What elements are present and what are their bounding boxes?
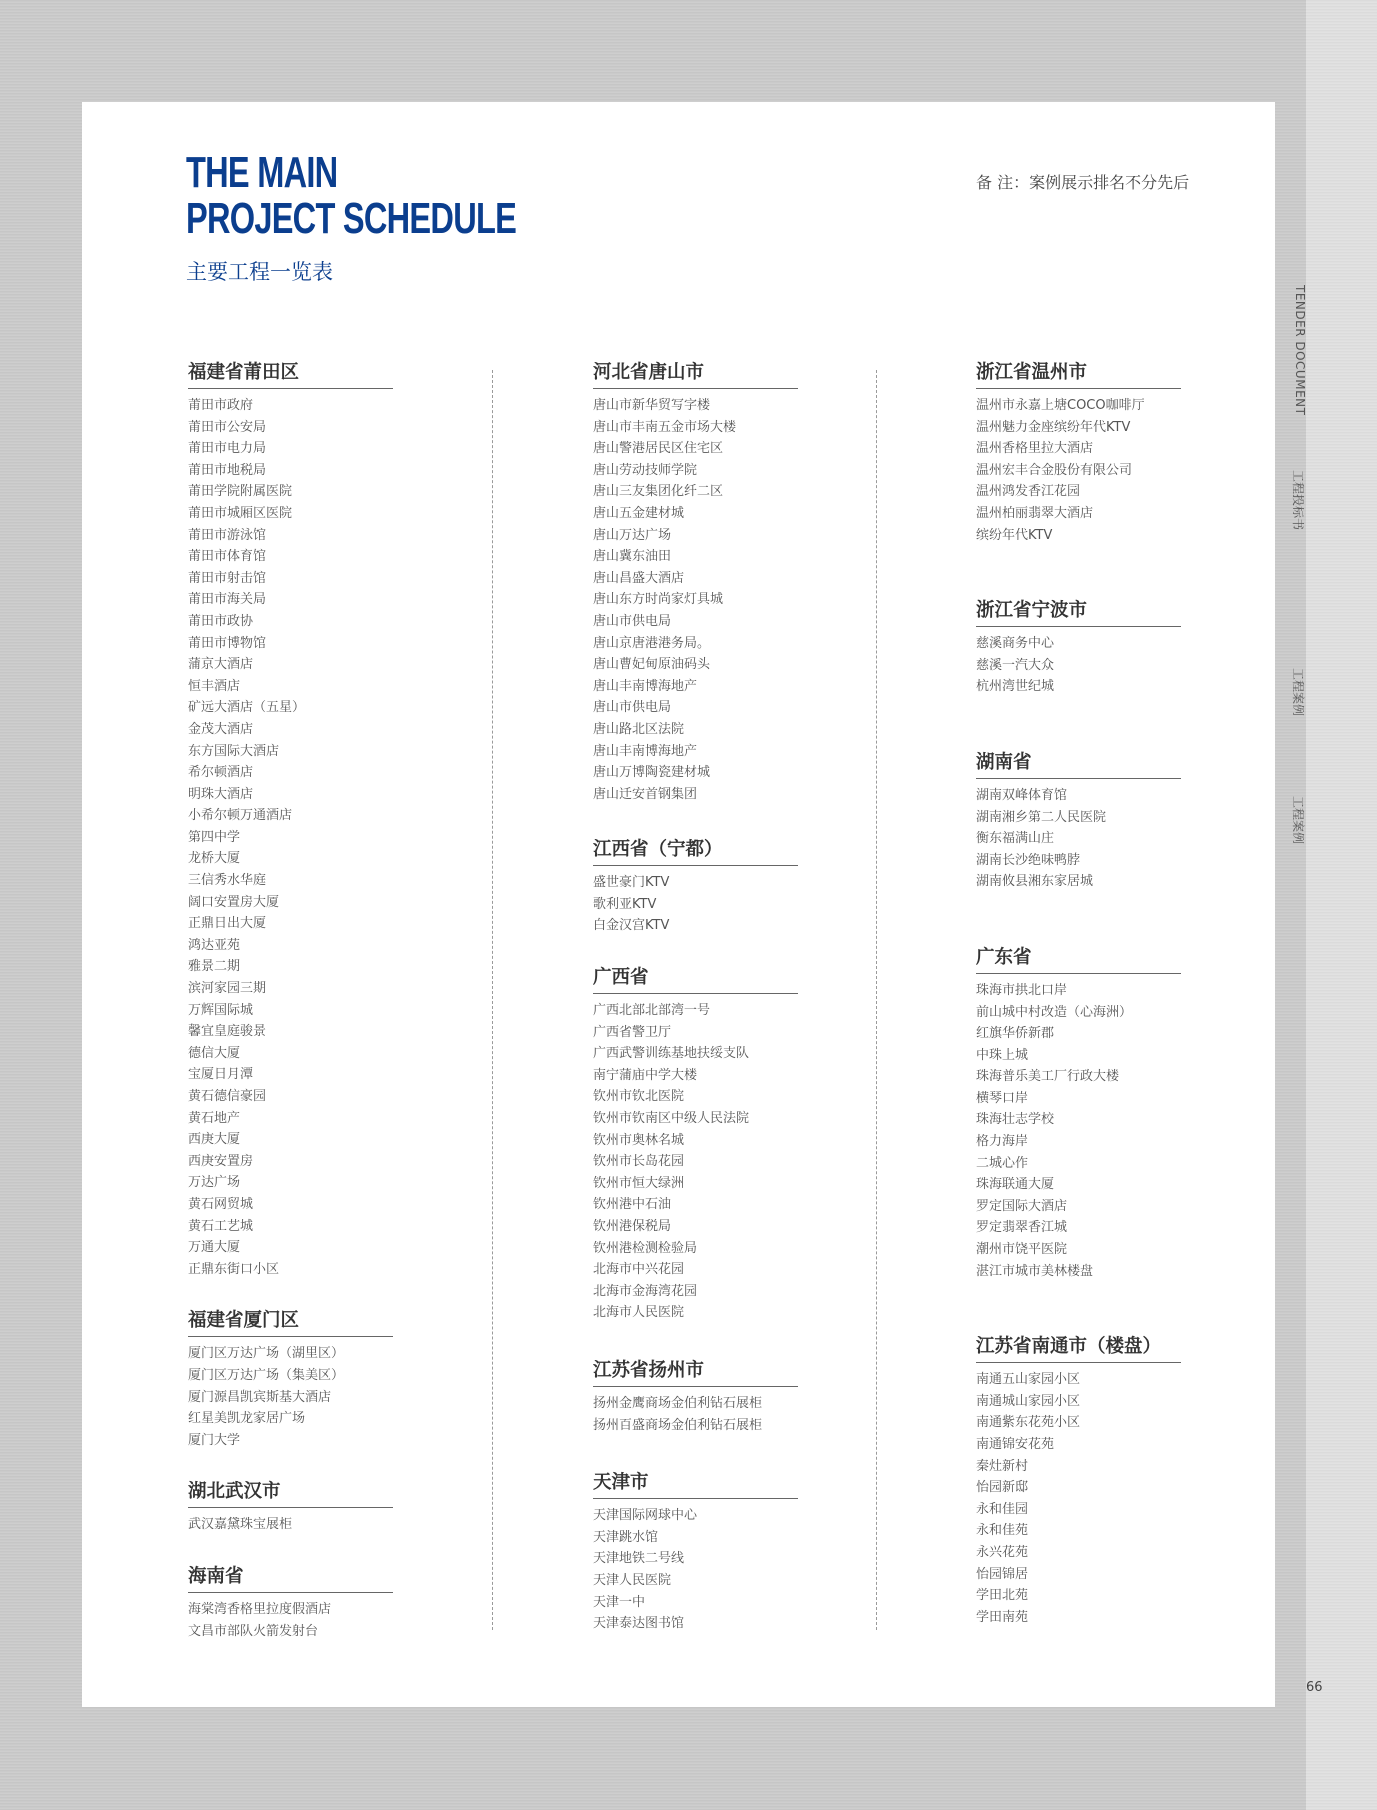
column-divider — [492, 370, 493, 1630]
project-item: 唐山五金建材城 — [593, 505, 685, 521]
project-item: 西庚大厦 — [188, 1132, 241, 1148]
project-item: 天津泰达图书馆 — [593, 1616, 685, 1632]
project-item: 鸿达亚苑 — [188, 937, 241, 953]
project-list — [593, 1000, 853, 1324]
project-item: 钦州市恒大绿洲 — [593, 1175, 685, 1191]
region-section — [976, 360, 1236, 546]
project-item: 唐山市丰南五金市场大楼 — [593, 419, 737, 435]
region-section — [976, 750, 1236, 893]
project-item: 慈溪商务中心 — [976, 636, 1055, 652]
region-section — [976, 598, 1236, 698]
project-item: 第四中学 — [188, 829, 241, 845]
region-section — [188, 360, 448, 1280]
region-heading: 湖北武汉市 — [188, 1479, 393, 1508]
project-item: 白金汉宫KTV — [593, 918, 670, 934]
project-item: 缤纷年代KTV — [976, 527, 1053, 543]
project-item: 莆田市政协 — [188, 613, 254, 629]
side-tab-case-2: 工程案例 — [1291, 796, 1305, 845]
project-item: 广西武警训练基地扶绥支队 — [593, 1046, 750, 1062]
project-item: 唐山万达广场 — [593, 527, 672, 543]
project-item: 珠海联通大厦 — [976, 1177, 1055, 1193]
project-item: 阔口安置房大厦 — [188, 894, 280, 910]
project-item: 温州鸿发香江花园 — [976, 484, 1081, 500]
project-item: 莆田市海关局 — [188, 592, 267, 608]
project-item: 湖南湘乡第二人民医院 — [976, 809, 1107, 825]
project-list — [593, 1505, 853, 1635]
project-item: 滨河家园三期 — [188, 981, 267, 997]
project-item: 横琴口岸 — [976, 1090, 1029, 1106]
project-list — [976, 633, 1236, 698]
project-item: 唐山冀东油田 — [593, 549, 672, 565]
project-item: 湖南长沙绝味鸭脖 — [976, 852, 1081, 868]
project-list — [976, 1369, 1236, 1628]
project-item: 唐山三友集团化纤二区 — [593, 484, 724, 500]
project-item: 正鼎东街口小区 — [188, 1261, 280, 1277]
project-item: 歌利亚KTV — [593, 896, 657, 912]
project-item: 唐山京唐港港务局。 — [593, 635, 711, 651]
project-item: 温州市永嘉上塘COCO咖啡厅 — [976, 398, 1145, 413]
project-item: 黄石德信豪园 — [188, 1089, 267, 1104]
project-item: 广西省警卫厅 — [593, 1024, 672, 1040]
project-item: 北海市人民医院 — [593, 1305, 685, 1321]
project-item: 北海市金海湾花园 — [593, 1283, 698, 1299]
project-item: 天津地铁二号线 — [593, 1551, 685, 1567]
project-item: 莆田市博物馆 — [188, 635, 267, 651]
side-tab-tender-document: TENDER DOCUMENT — [1293, 285, 1307, 416]
project-item: 钦州港保税局 — [593, 1219, 672, 1234]
project-item: 矿远大酒店（五星） — [188, 700, 306, 716]
project-item: 扬州百盛商场金伯利钻石展柜 — [593, 1417, 763, 1433]
project-item: 二城心作 — [976, 1155, 1029, 1171]
project-list — [593, 1393, 853, 1436]
project-item: 唐山警港居民区住宅区 — [593, 441, 724, 457]
project-item: 杭州湾世纪城 — [976, 679, 1055, 695]
project-item: 南通锦安花苑 — [976, 1437, 1055, 1452]
project-item: 雅景二期 — [188, 959, 241, 975]
project-item: 唐山劳动技师学院 — [593, 462, 698, 478]
project-item: 北海市中兴花园 — [593, 1262, 685, 1278]
region-section — [593, 837, 853, 937]
region-section — [976, 945, 1236, 1282]
project-item: 武汉嘉黛珠宝展柜 — [188, 1517, 293, 1533]
page-title-en — [186, 150, 516, 242]
project-item: 唐山万博陶瓷建材城 — [593, 765, 711, 781]
project-item: 厦门源昌凯宾斯基大酒店 — [188, 1389, 332, 1405]
project-item: 文昌市部队火箭发射台 — [188, 1623, 319, 1639]
project-item: 前山城中村改造（心海洲） — [976, 1004, 1133, 1020]
project-list — [976, 785, 1236, 893]
project-item: 唐山迁安首钢集团 — [593, 786, 698, 802]
region-heading: 广东省 — [976, 945, 1181, 974]
ranking-note: 备 注：案例展示排名不分先后 — [976, 173, 1190, 192]
project-item: 莆田市游泳馆 — [188, 527, 267, 543]
project-list — [593, 395, 853, 805]
project-column-3 — [976, 360, 1236, 1656]
project-item: 唐山东方时尚家灯具城 — [593, 592, 724, 608]
project-item: 东方国际大酒店 — [188, 743, 280, 759]
project-item: 宝厦日月潭 — [188, 1067, 254, 1083]
project-item: 德信大厦 — [188, 1045, 241, 1061]
project-item: 金茂大酒店 — [188, 721, 254, 737]
project-list — [188, 1514, 448, 1536]
project-item: 唐山曹妃甸原油码头 — [593, 657, 711, 673]
side-tab-bid-book: 工程投标书 — [1291, 470, 1305, 531]
project-item: 厦门大学 — [188, 1432, 241, 1448]
project-column-2 — [593, 360, 853, 1663]
project-item: 怡园锦居 — [976, 1566, 1029, 1582]
project-item: 莆田市电力局 — [188, 441, 267, 457]
project-item: 莆田市地税局 — [188, 462, 267, 478]
region-heading: 天津市 — [593, 1470, 798, 1499]
region-heading: 福建省厦门区 — [188, 1308, 393, 1337]
project-item: 龙桥大厦 — [188, 851, 241, 867]
project-list — [976, 395, 1236, 546]
project-item: 天津人民医院 — [593, 1572, 672, 1588]
project-list — [188, 1343, 448, 1451]
project-item: 唐山路北区法院 — [593, 721, 685, 737]
project-item: 厦门区万达广场（集美区） — [188, 1367, 345, 1383]
project-item: 恒丰酒店 — [188, 678, 241, 694]
region-heading: 江苏省扬州市 — [593, 1358, 798, 1387]
project-item: 正鼎日出大厦 — [188, 916, 267, 932]
project-item: 南通紫东花苑小区 — [976, 1415, 1081, 1431]
side-tab-case-1: 工程案例 — [1291, 668, 1305, 717]
project-item: 希尔顿酒店 — [188, 765, 254, 781]
project-item: 钦州港中石油 — [593, 1197, 672, 1213]
project-item: 莆田学院附属医院 — [188, 484, 293, 500]
title-line-2: PROJECT SCHEDULE — [186, 194, 517, 243]
project-item: 学田北苑 — [976, 1588, 1029, 1604]
project-item: 钦州市钦北医院 — [593, 1089, 685, 1105]
project-item: 唐山丰南博海地产 — [593, 743, 698, 759]
region-section — [593, 965, 853, 1324]
region-heading: 海南省 — [188, 1564, 393, 1593]
project-item: 蒲京大酒店 — [188, 657, 254, 673]
region-section — [188, 1479, 448, 1536]
project-item: 西庚安置房 — [188, 1153, 254, 1169]
project-item: 黄石地产 — [188, 1110, 241, 1126]
project-item: 天津国际网球中心 — [593, 1508, 698, 1524]
region-heading: 江西省（宁都） — [593, 837, 798, 866]
project-item: 格力海岸 — [976, 1134, 1029, 1150]
region-section — [593, 1470, 853, 1635]
region-heading: 江苏省南通市（楼盘） — [976, 1334, 1181, 1363]
project-item: 温州魅力金座缤纷年代KTV — [976, 419, 1131, 435]
project-item: 潮州市饶平医院 — [976, 1242, 1068, 1258]
project-item: 黄石工艺城 — [188, 1218, 254, 1234]
project-item: 馨宜皇庭骏景 — [188, 1024, 267, 1040]
project-item: 广西北部北部湾一号 — [593, 1003, 711, 1019]
project-item: 珠海普乐美工厂行政大楼 — [976, 1069, 1120, 1085]
project-item: 罗定翡翠香江城 — [976, 1220, 1068, 1236]
project-list — [188, 1599, 448, 1642]
project-item: 钦州市长岛花园 — [593, 1154, 685, 1170]
project-item: 湖南攸县湘东家居城 — [976, 874, 1094, 890]
project-item: 南通五山家园小区 — [976, 1372, 1081, 1388]
project-item: 万辉国际城 — [188, 1002, 254, 1018]
region-heading: 广西省 — [593, 965, 798, 994]
project-item: 莆田市射击馆 — [188, 570, 267, 586]
project-item: 温州柏丽翡翠大酒店 — [976, 505, 1094, 521]
project-item: 珠海壮志学校 — [976, 1112, 1055, 1128]
region-heading: 浙江省宁波市 — [976, 598, 1181, 627]
project-item: 小希尔顿万通酒店 — [188, 808, 293, 824]
region-heading: 福建省莆田区 — [188, 360, 393, 389]
project-item: 罗定国际大酒店 — [976, 1198, 1068, 1214]
project-item: 天津一中 — [593, 1594, 646, 1610]
project-item: 珠海市拱北口岸 — [976, 982, 1068, 998]
project-item: 唐山丰南博海地产 — [593, 678, 698, 694]
project-item: 莆田市城厢区医院 — [188, 505, 293, 521]
side-tab-band — [1306, 0, 1377, 1810]
project-item: 唐山市供电局 — [593, 700, 672, 716]
project-item: 学田南苑 — [976, 1609, 1029, 1625]
project-item: 永兴花苑 — [976, 1544, 1029, 1560]
project-item: 盛世豪门KTV — [593, 875, 670, 891]
project-item: 红星美凯龙家居广场 — [188, 1411, 306, 1427]
project-item: 湛江市城市美林楼盘 — [976, 1263, 1094, 1279]
project-item: 莆田市体育馆 — [188, 549, 267, 565]
project-item: 厦门区万达广场（湖里区） — [188, 1346, 345, 1362]
region-section — [593, 1358, 853, 1436]
project-item: 唐山市新华贸写字楼 — [593, 398, 711, 413]
region-section — [188, 1564, 448, 1642]
page-title-zh: 主要工程一览表 — [186, 260, 333, 284]
project-item: 三信秀水华庭 — [188, 873, 267, 889]
project-list — [188, 395, 448, 1280]
project-item: 秦灶新村 — [976, 1458, 1029, 1474]
project-item: 唐山昌盛大酒店 — [593, 570, 685, 586]
project-item: 万通大厦 — [188, 1240, 241, 1256]
page-number: 66 — [1306, 1680, 1323, 1695]
project-item: 永和佳苑 — [976, 1523, 1029, 1539]
project-item: 海棠湾香格里拉度假酒店 — [188, 1601, 332, 1617]
project-item: 莆田市政府 — [188, 398, 254, 413]
project-list — [593, 872, 853, 937]
project-item: 红旗华侨新郡 — [976, 1026, 1055, 1042]
project-item: 永和佳园 — [976, 1501, 1029, 1517]
region-section — [976, 1334, 1236, 1628]
project-item: 扬州金鹰商场金伯利钻石展柜 — [593, 1395, 763, 1411]
region-heading: 湖南省 — [976, 750, 1181, 779]
project-item: 明珠大酒店 — [188, 786, 254, 802]
project-column-1 — [188, 360, 448, 1670]
project-item: 温州香格里拉大酒店 — [976, 441, 1094, 457]
project-item: 南宁蒲庙中学大楼 — [593, 1067, 698, 1083]
project-list — [976, 980, 1236, 1282]
column-divider — [876, 370, 877, 1630]
project-item: 万达广场 — [188, 1175, 241, 1191]
region-heading: 河北省唐山市 — [593, 360, 798, 389]
project-item: 慈溪一汽大众 — [976, 657, 1055, 673]
project-item: 湖南双峰体育馆 — [976, 787, 1068, 803]
project-item: 钦州港检测检验局 — [593, 1240, 698, 1256]
project-item: 钦州市奥林名城 — [593, 1132, 685, 1148]
region-heading: 浙江省温州市 — [976, 360, 1181, 389]
title-line-1: THE MAIN — [186, 148, 338, 197]
project-item: 中珠上城 — [976, 1047, 1029, 1063]
project-item: 温州宏丰合金股份有限公司 — [976, 462, 1133, 478]
region-section — [188, 1308, 448, 1451]
project-item: 天津跳水馆 — [593, 1529, 659, 1545]
project-item: 唐山市供电局 — [593, 613, 672, 629]
project-item: 怡园新邸 — [976, 1480, 1029, 1496]
project-item: 南通城山家园小区 — [976, 1393, 1081, 1409]
project-item: 钦州市钦南区中级人民法院 — [593, 1111, 750, 1127]
region-section — [593, 360, 853, 805]
project-item: 黄石网贸城 — [188, 1196, 254, 1212]
project-item: 衡东福满山庄 — [976, 831, 1055, 847]
project-item: 莆田市公安局 — [188, 419, 267, 435]
